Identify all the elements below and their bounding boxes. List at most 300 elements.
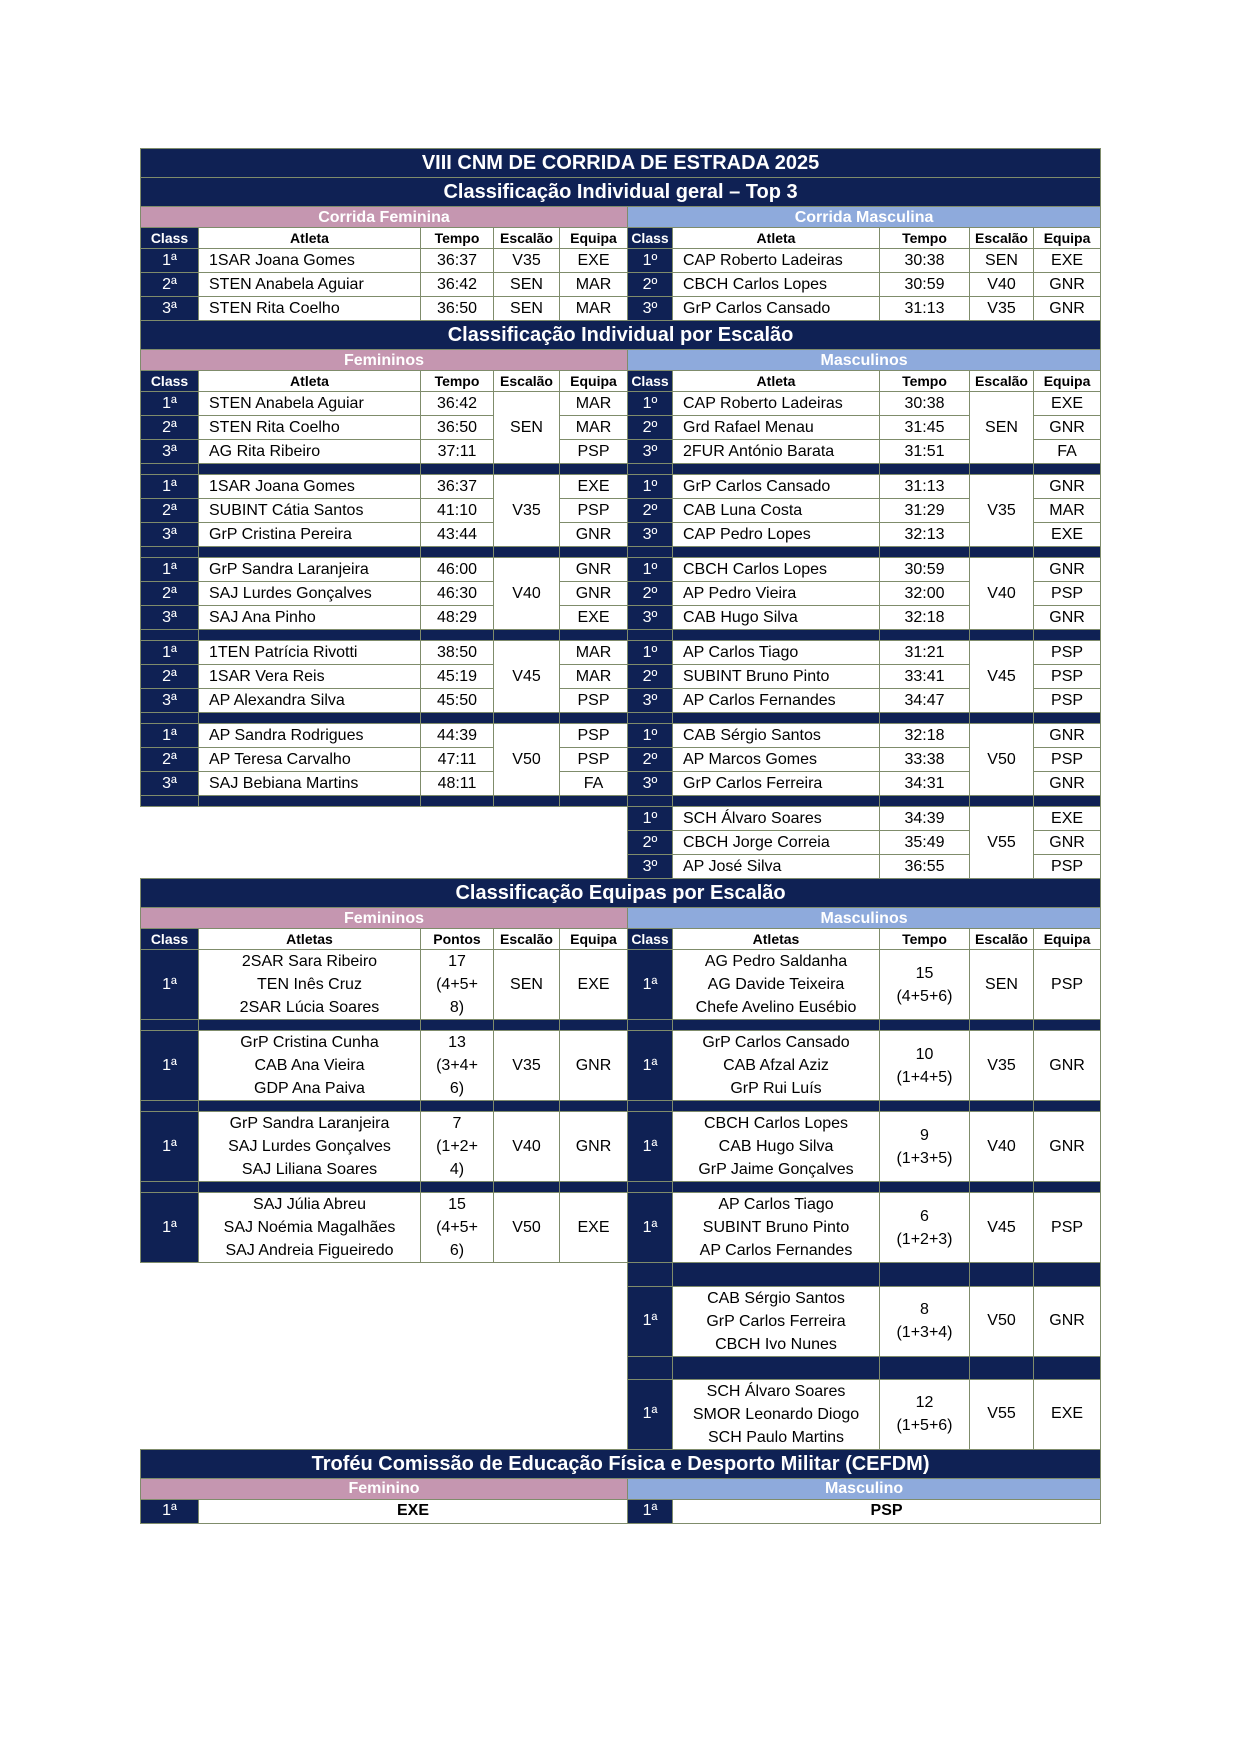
time-cell: 31:13 — [880, 475, 970, 499]
time-cell: 30:38 — [880, 392, 970, 416]
cell-line: SAJ Júlia Abreu — [253, 1196, 366, 1213]
blank-cell — [141, 1263, 199, 1287]
rank-cell: 2ª — [141, 499, 199, 523]
column-header: Pontos — [421, 929, 494, 950]
separator-cell — [199, 464, 421, 475]
fem-label: Femininos — [141, 350, 628, 371]
team-cell: PSP — [1034, 748, 1101, 772]
separator-cell — [199, 1182, 421, 1193]
separator-cell — [494, 630, 560, 641]
table-row — [141, 475, 1101, 499]
table-row — [141, 855, 1101, 879]
data-cell: 36:42 — [421, 273, 494, 297]
data-cell: 31:13 — [880, 297, 970, 321]
separator-cell — [970, 547, 1034, 558]
rank-cell: 2ª — [141, 416, 199, 440]
cell-line: 9 — [920, 1126, 929, 1144]
column-header: Atleta — [673, 371, 880, 392]
separator-row — [141, 1356, 1101, 1379]
time-cell: 31:51 — [880, 440, 970, 464]
subheader-row — [141, 350, 1101, 371]
team-cell: PSP — [560, 724, 628, 748]
rank-cell: 1ª — [141, 475, 199, 499]
blank-cell — [421, 1263, 494, 1287]
separator-cell — [141, 1020, 199, 1031]
cell-line: 2SAR Lúcia Soares — [239, 999, 380, 1016]
rank-cell: 3º — [628, 297, 673, 321]
category-cell: V40 — [494, 1112, 560, 1182]
separator-cell — [141, 713, 199, 724]
separator-cell — [1034, 1356, 1101, 1379]
time-cell: 38:50 — [421, 641, 494, 665]
category-cell: V50 — [970, 724, 1034, 796]
athlete-cell: CAB Sérgio Santos — [673, 724, 880, 748]
separator-cell — [1034, 713, 1101, 724]
blank-cell — [494, 807, 560, 831]
rank-cell: 1ª — [628, 950, 673, 1020]
time-cell: 48:29 — [421, 606, 494, 630]
cell-line: SAJ Lurdes Gonçalves — [228, 1138, 391, 1155]
separator-cell — [1034, 1020, 1101, 1031]
cell-line: CAB Afzal Aziz — [723, 1057, 829, 1074]
blank-cell — [141, 855, 199, 879]
rank-cell: 3ª — [141, 523, 199, 547]
cell-line: CAB Sérgio Santos — [707, 1289, 845, 1307]
time-cell: 45:50 — [421, 689, 494, 713]
cell-line: 15 — [448, 1196, 466, 1213]
separator-cell — [199, 1020, 421, 1031]
trophy-team-cell: EXE — [199, 1499, 628, 1523]
cell-line: 6 — [920, 1207, 929, 1225]
points-cell — [421, 1112, 494, 1182]
separator-cell — [141, 464, 199, 475]
separator-cell — [421, 630, 494, 641]
table-row — [141, 440, 1101, 464]
team-cell: GNR — [560, 1112, 628, 1182]
separator-cell — [560, 547, 628, 558]
time-cell: 36:42 — [421, 392, 494, 416]
blank-cell — [141, 1286, 199, 1356]
team-cell: FA — [560, 772, 628, 796]
blank-cell — [199, 807, 421, 831]
category-cell: V55 — [970, 807, 1034, 879]
cell-line: (1+4+5) — [896, 1068, 953, 1086]
cell-line: (4+5+ — [436, 976, 478, 993]
separator-cell — [970, 630, 1034, 641]
column-header-row — [141, 228, 1101, 249]
data-cell: STEN Rita Coelho — [199, 297, 421, 321]
separator-row — [141, 1101, 1101, 1112]
separator-cell — [421, 796, 494, 807]
separator-cell — [880, 1356, 970, 1379]
category-cell: SEN — [970, 950, 1034, 1020]
athlete-cell: CBCH Jorge Correia — [673, 831, 880, 855]
cell-line: 6) — [449, 1080, 465, 1097]
column-header: Equipa — [1034, 228, 1101, 249]
rank-cell: 2ª — [141, 273, 199, 297]
separator-cell — [199, 713, 421, 724]
rank-cell: 1ª — [141, 1031, 199, 1101]
column-header: Class — [628, 371, 673, 392]
team-cell: FA — [1034, 440, 1101, 464]
team-cell: GNR — [560, 1031, 628, 1101]
separator-cell — [628, 713, 673, 724]
points-cell — [421, 950, 494, 1020]
athlete-cell: CAP Roberto Ladeiras — [673, 392, 880, 416]
separator-cell — [970, 1356, 1034, 1379]
separator-cell — [673, 796, 880, 807]
team-cell: MAR — [560, 392, 628, 416]
rank-cell: 1º — [628, 475, 673, 499]
separator-cell — [1034, 1101, 1101, 1112]
rank-cell: 1ª — [628, 1193, 673, 1263]
rank-cell: 1ª — [628, 1112, 673, 1182]
cell-line: SAJ Noémia Magalhães — [223, 1219, 396, 1236]
separator-cell — [494, 1020, 560, 1031]
separator-cell — [494, 1182, 560, 1193]
cell-line: 4) — [449, 1161, 465, 1178]
cell-line: CBCH Ivo Nunes — [715, 1335, 837, 1353]
table-row — [141, 499, 1101, 523]
team-cell: PSP — [1034, 582, 1101, 606]
athlete-cell: SCH Álvaro Soares — [673, 807, 880, 831]
cell-line: 10 — [915, 1045, 934, 1063]
blank-cell — [141, 807, 199, 831]
blank-cell — [421, 855, 494, 879]
table-row — [141, 297, 1101, 321]
column-header: Escalão — [494, 371, 560, 392]
data-cell: V35 — [970, 297, 1034, 321]
time-cell: 31:45 — [880, 416, 970, 440]
team-cell: GNR — [1034, 724, 1101, 748]
separator-cell — [673, 1020, 880, 1031]
separator-cell — [673, 547, 880, 558]
athlete-cell: SAJ Bebiana Martins — [199, 772, 421, 796]
cell-line: (4+5+ — [436, 1219, 478, 1236]
separator-cell — [141, 1182, 199, 1193]
team-cell: MAR — [1034, 499, 1101, 523]
rank-cell: 1ª — [141, 641, 199, 665]
blank-cell — [494, 1356, 560, 1379]
table-row — [141, 523, 1101, 547]
column-header: Atletas — [673, 929, 880, 950]
cell-line: SUBINT Bruno Pinto — [702, 1219, 850, 1236]
time-cell: 37:11 — [421, 440, 494, 464]
category-cell: V40 — [970, 1112, 1034, 1182]
team-cell: GNR — [1034, 558, 1101, 582]
athlete-cell: STEN Anabela Aguiar — [199, 392, 421, 416]
column-header: Class — [141, 371, 199, 392]
athlete-cell: AP Carlos Tiago — [673, 641, 880, 665]
separator-cell — [970, 464, 1034, 475]
athlete-cell: GrP Carlos Cansado — [673, 475, 880, 499]
data-cell: STEN Anabela Aguiar — [199, 273, 421, 297]
team-cell: EXE — [560, 475, 628, 499]
rank-cell: 2ª — [141, 582, 199, 606]
separator-row — [141, 796, 1101, 807]
column-header: Escalão — [494, 929, 560, 950]
masc-label: Masculinos — [628, 350, 1101, 371]
fem-label: Femininos — [141, 908, 628, 929]
table-row — [141, 558, 1101, 582]
cell-line: GrP Cristina Cunha — [240, 1034, 379, 1051]
rank-cell: 2º — [628, 582, 673, 606]
separator-cell — [421, 547, 494, 558]
separator-cell — [141, 1101, 199, 1112]
rank-cell: 1ª — [141, 950, 199, 1020]
blank-cell — [199, 1356, 421, 1379]
time-cell: 32:18 — [880, 606, 970, 630]
rank-cell: 1º — [628, 558, 673, 582]
time-cell: 45:19 — [421, 665, 494, 689]
category-cell: V35 — [494, 1031, 560, 1101]
rank-cell: 3ª — [141, 606, 199, 630]
rank-cell: 3º — [628, 689, 673, 713]
separator-cell — [880, 464, 970, 475]
rank-cell: 1ª — [141, 249, 199, 273]
athlete-cell: CAP Pedro Lopes — [673, 523, 880, 547]
time-cell: 34:31 — [880, 772, 970, 796]
athletes-cell — [673, 1193, 880, 1263]
separator-cell — [141, 630, 199, 641]
time-cell: 31:21 — [880, 641, 970, 665]
team-cell: MAR — [560, 641, 628, 665]
separator-cell — [628, 796, 673, 807]
data-cell: GNR — [1034, 273, 1101, 297]
points-cell — [421, 1031, 494, 1101]
blank-cell — [141, 831, 199, 855]
team-cell: GNR — [1034, 772, 1101, 796]
blank-cell — [199, 1379, 421, 1449]
category-cell: V40 — [494, 558, 560, 630]
blank-cell — [141, 1379, 199, 1449]
column-header: Atleta — [199, 228, 421, 249]
separator-cell — [199, 630, 421, 641]
rank-cell: 3º — [628, 606, 673, 630]
table-row — [141, 724, 1101, 748]
cell-line: SMOR Leonardo Diogo — [692, 1405, 860, 1423]
category-cell: V50 — [970, 1286, 1034, 1356]
separator-cell — [421, 1182, 494, 1193]
cell-line: (3+4+ — [436, 1057, 478, 1074]
athlete-cell: CAB Hugo Silva — [673, 606, 880, 630]
team-cell: GNR — [1034, 416, 1101, 440]
table-row — [141, 392, 1101, 416]
separator-cell — [880, 1182, 970, 1193]
column-header: Atleta — [673, 228, 880, 249]
team-cell: PSP — [560, 440, 628, 464]
separator-cell — [1034, 547, 1101, 558]
column-header: Escalão — [970, 228, 1034, 249]
separator-cell — [880, 796, 970, 807]
rank-cell: 1ª — [141, 724, 199, 748]
time-cell: 31:29 — [880, 499, 970, 523]
separator-cell — [673, 1182, 880, 1193]
team-cell: PSP — [1034, 689, 1101, 713]
cell-line: 7 — [452, 1115, 462, 1132]
time-cell: 43:44 — [421, 523, 494, 547]
column-header: Equipa — [1034, 371, 1101, 392]
category-cell: V45 — [494, 641, 560, 713]
separator-cell — [560, 1101, 628, 1112]
cell-line: Chefe Avelino Eusébio — [695, 999, 857, 1016]
separator-row — [141, 713, 1101, 724]
team-cell: GNR — [1034, 1112, 1101, 1182]
rank-cell: 1ª — [628, 1286, 673, 1356]
separator-cell — [970, 796, 1034, 807]
separator-row — [141, 464, 1101, 475]
separator-cell — [421, 464, 494, 475]
points-cell — [880, 1379, 970, 1449]
team-cell: EXE — [560, 606, 628, 630]
data-cell: 36:37 — [421, 249, 494, 273]
section1-title: Classificação Individual geral – Top 3 — [141, 178, 1101, 207]
table-row — [141, 273, 1101, 297]
cell-line: 12 — [915, 1394, 934, 1411]
points-cell — [880, 1031, 970, 1101]
blank-cell — [141, 1356, 199, 1379]
separator-cell — [199, 796, 421, 807]
rank-cell: 1ª — [141, 558, 199, 582]
points-cell — [880, 950, 970, 1020]
data-cell: 36:50 — [421, 297, 494, 321]
team-row — [141, 1379, 1101, 1449]
cell-line: SCH Paulo Martins — [707, 1428, 845, 1446]
blank-cell — [421, 1286, 494, 1356]
time-cell: 32:13 — [880, 523, 970, 547]
column-header: Class — [628, 228, 673, 249]
team-row — [141, 1031, 1101, 1101]
time-cell: 34:39 — [880, 807, 970, 831]
separator-cell — [199, 1101, 421, 1112]
rank-cell: 3ª — [141, 440, 199, 464]
separator-cell — [880, 1101, 970, 1112]
separator-cell — [560, 630, 628, 641]
separator-row — [141, 1182, 1101, 1193]
cell-line: (1+5+6) — [896, 1417, 953, 1434]
cell-line: GDP Ana Paiva — [254, 1080, 365, 1097]
category-cell: V35 — [494, 475, 560, 547]
team-cell: PSP — [1034, 641, 1101, 665]
athlete-cell: GrP Carlos Ferreira — [673, 772, 880, 796]
separator-cell — [494, 1101, 560, 1112]
separator-cell — [970, 1020, 1034, 1031]
team-cell: GNR — [1034, 475, 1101, 499]
separator-cell — [880, 547, 970, 558]
separator-cell — [880, 630, 970, 641]
data-cell: 30:38 — [880, 249, 970, 273]
column-header: Class — [141, 228, 199, 249]
data-cell: SEN — [494, 297, 560, 321]
athlete-cell: CBCH Carlos Lopes — [673, 558, 880, 582]
team-cell: GNR — [560, 582, 628, 606]
table-row — [141, 748, 1101, 772]
separator-cell — [628, 1020, 673, 1031]
category-cell: SEN — [494, 950, 560, 1020]
section-title-row — [141, 321, 1101, 350]
cell-line: AG Pedro Saldanha — [704, 953, 848, 970]
separator-cell — [673, 1356, 880, 1379]
blank-cell — [494, 831, 560, 855]
blank-cell — [421, 1356, 494, 1379]
section-title-row — [141, 178, 1101, 207]
table-row — [141, 689, 1101, 713]
athlete-cell: SUBINT Bruno Pinto — [673, 665, 880, 689]
section4-title: Troféu Comissão de Educação Física e Desporto Militar (CEFDM) — [141, 1449, 1101, 1478]
category-cell: V50 — [494, 1193, 560, 1263]
blank-cell — [199, 855, 421, 879]
time-cell: 32:00 — [880, 582, 970, 606]
data-cell: MAR — [560, 273, 628, 297]
trophy-row — [141, 1499, 1101, 1523]
rank-cell: 1º — [628, 249, 673, 273]
rank-cell: 1ª — [628, 1031, 673, 1101]
blank-cell — [560, 1356, 628, 1379]
athletes-cell — [673, 1286, 880, 1356]
time-cell: 41:10 — [421, 499, 494, 523]
column-header: Tempo — [880, 228, 970, 249]
separator-cell — [628, 547, 673, 558]
team-cell: GNR — [1034, 606, 1101, 630]
data-cell: V35 — [494, 249, 560, 273]
data-cell: 1SAR Joana Gomes — [199, 249, 421, 273]
team-cell: EXE — [1034, 523, 1101, 547]
category-cell: V35 — [970, 1031, 1034, 1101]
separator-cell — [673, 1101, 880, 1112]
athlete-cell: GrP Sandra Laranjeira — [199, 558, 421, 582]
time-cell: 35:49 — [880, 831, 970, 855]
data-cell: CBCH Carlos Lopes — [673, 273, 880, 297]
athlete-cell: CAB Luna Costa — [673, 499, 880, 523]
table-row — [141, 582, 1101, 606]
team-cell: EXE — [1034, 1379, 1101, 1449]
separator-cell — [673, 713, 880, 724]
separator-cell — [421, 713, 494, 724]
cell-line: GrP Sandra Laranjeira — [229, 1115, 390, 1132]
separator-cell — [880, 1020, 970, 1031]
rank-cell: 1º — [628, 807, 673, 831]
rank-cell: 1º — [628, 641, 673, 665]
separator-cell — [970, 1182, 1034, 1193]
team-cell: GNR — [1034, 831, 1101, 855]
cell-line: AG Davide Teixeira — [707, 976, 845, 993]
blank-cell — [421, 831, 494, 855]
masc-label: Masculino — [628, 1478, 1101, 1499]
results-table — [140, 148, 1101, 1524]
cell-line: (1+3+4) — [896, 1324, 953, 1341]
separator-cell — [673, 630, 880, 641]
rank-cell: 1ª — [141, 392, 199, 416]
category-cell: SEN — [970, 392, 1034, 464]
rank-cell: 3º — [628, 855, 673, 879]
title-row — [141, 149, 1101, 178]
team-cell: GNR — [560, 523, 628, 547]
team-cell: GNR — [560, 558, 628, 582]
section-title-row — [141, 879, 1101, 908]
fem-label: Corrida Feminina — [141, 207, 628, 228]
section2-title: Classificação Individual por Escalão — [141, 321, 1101, 350]
trophy-team-cell: PSP — [673, 1499, 1101, 1523]
category-cell: V50 — [494, 724, 560, 796]
separator-cell — [560, 796, 628, 807]
cell-line: 15 — [915, 964, 934, 982]
subheader-row — [141, 1478, 1101, 1499]
athlete-cell: AP Teresa Carvalho — [199, 748, 421, 772]
athletes-cell — [199, 1031, 421, 1101]
team-row — [141, 1286, 1101, 1356]
separator-cell — [628, 630, 673, 641]
rank-cell: 2º — [628, 831, 673, 855]
